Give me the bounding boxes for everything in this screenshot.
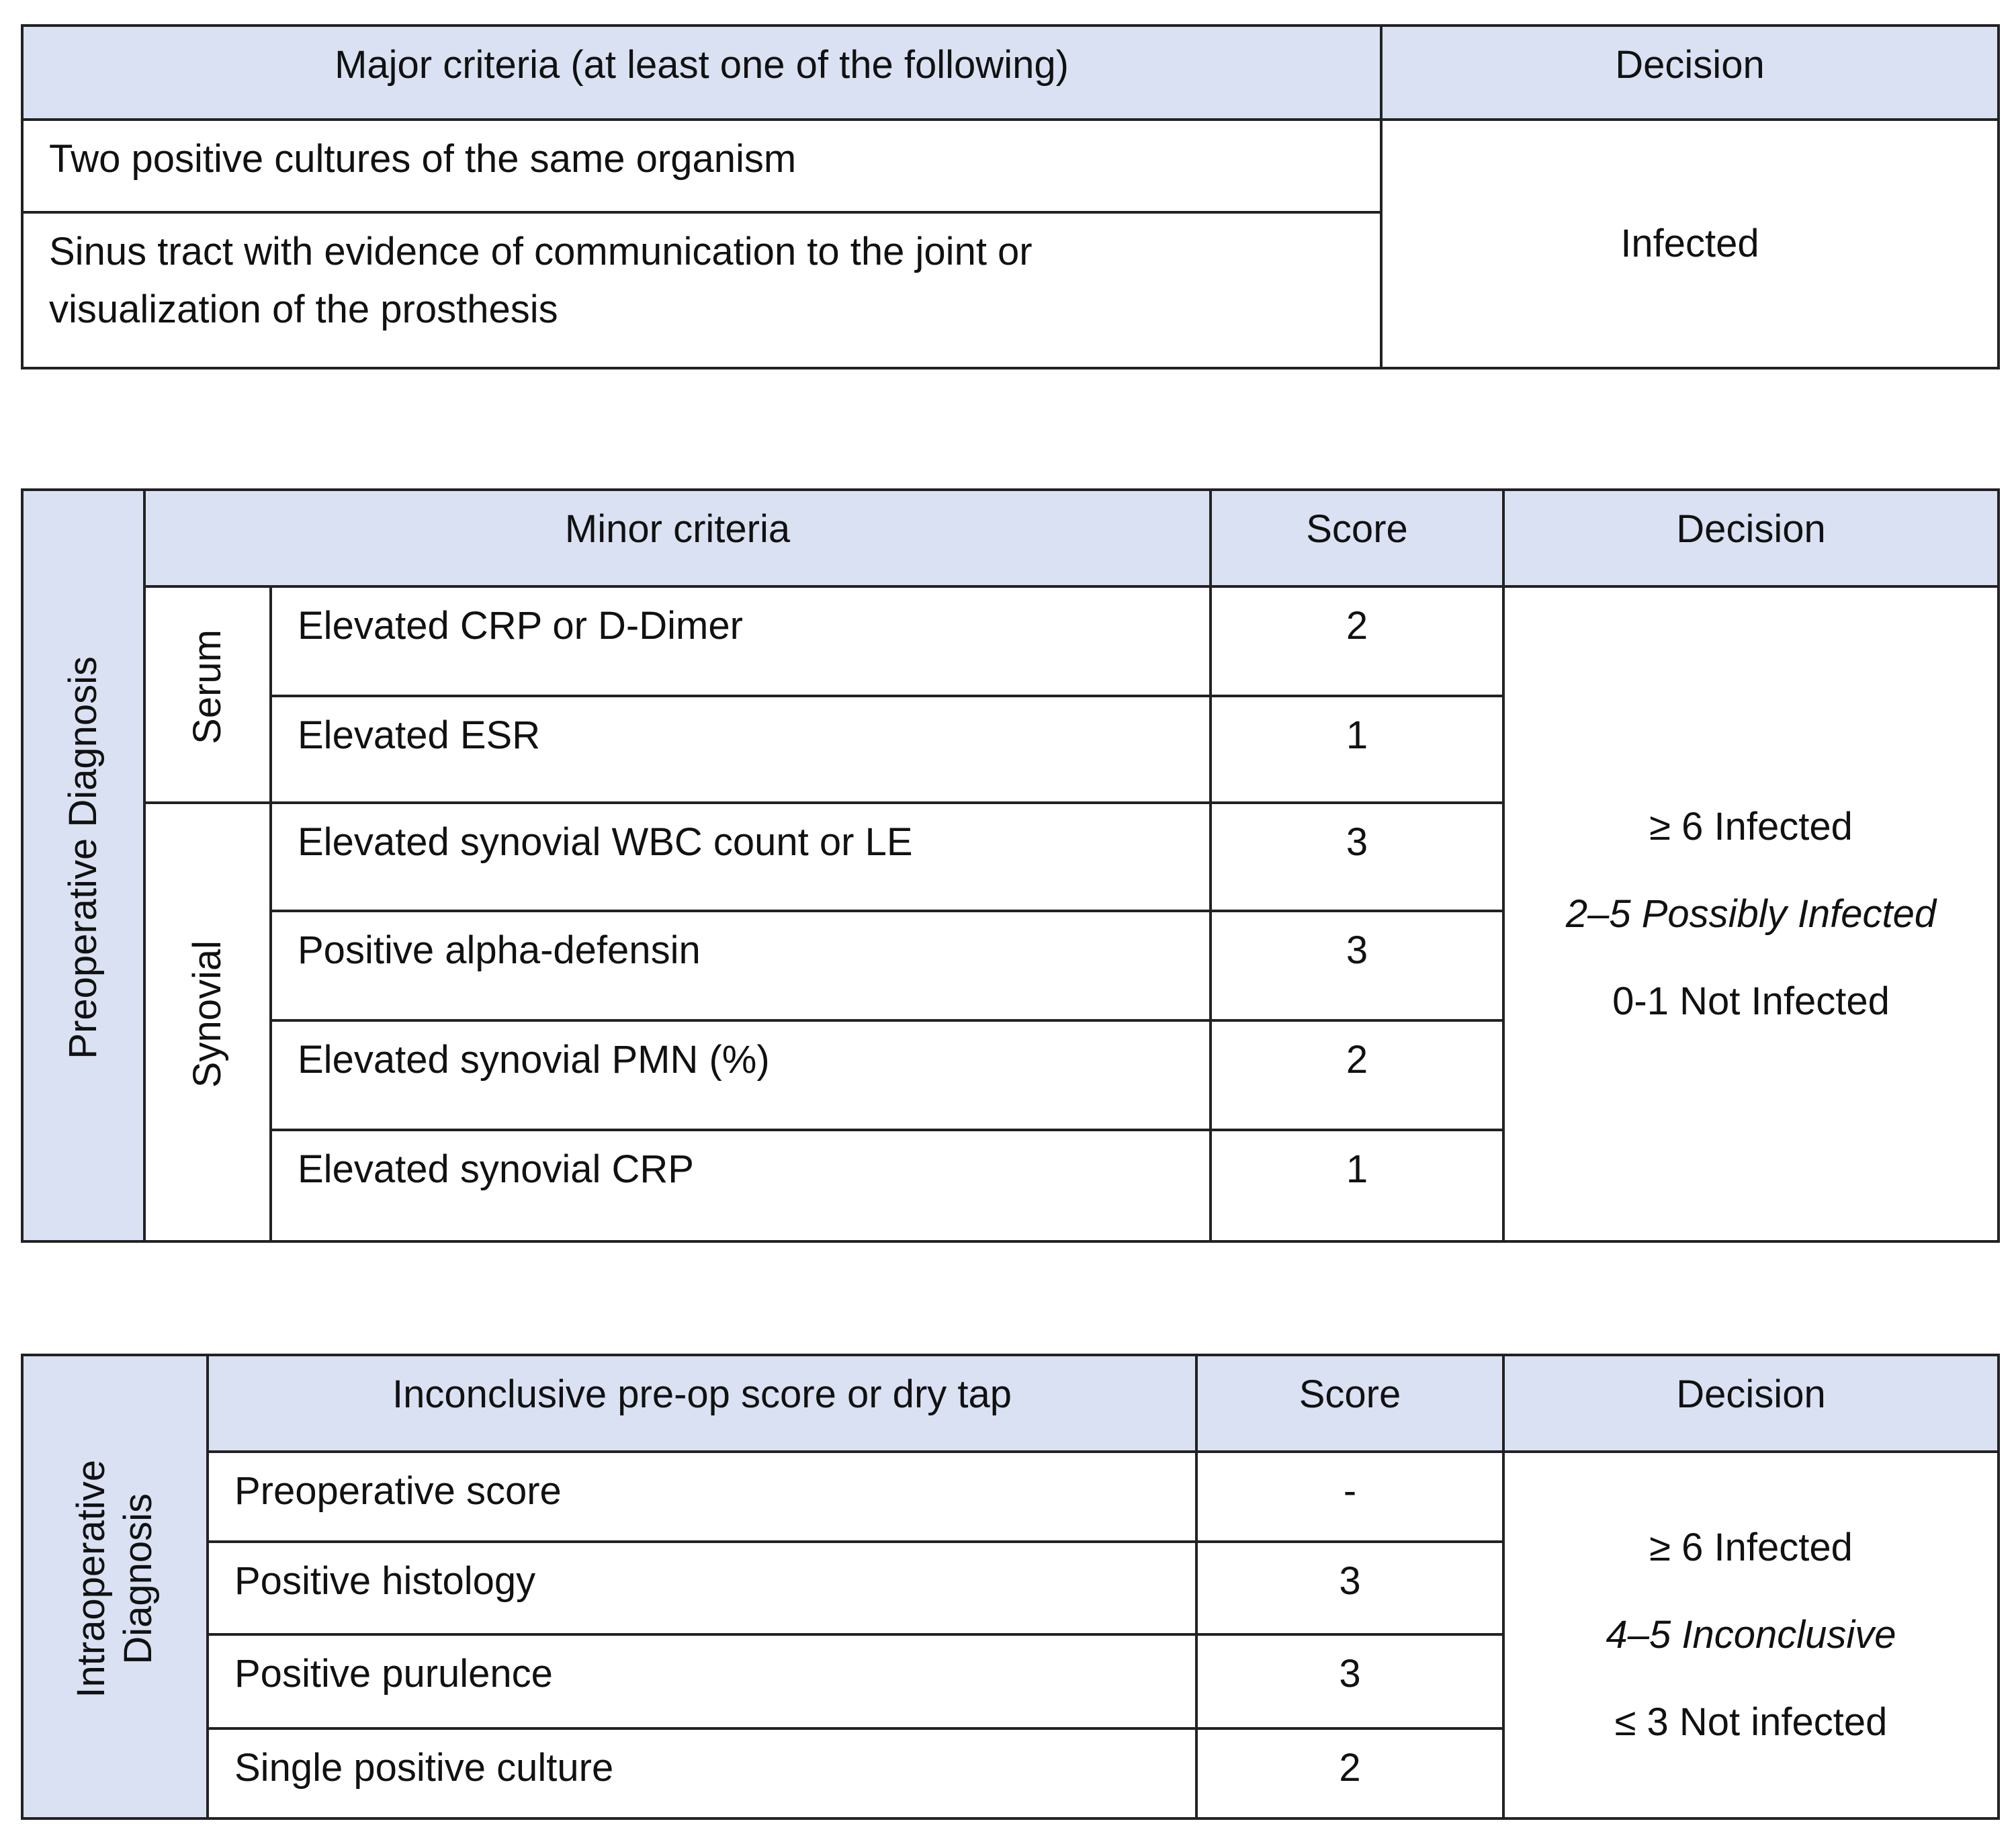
decision-infected: ≥ 6 Infected <box>1649 804 1853 848</box>
group-label-text: Preoperative Diagnosis <box>61 656 105 1059</box>
minor-decision <box>1503 586 1999 1241</box>
score: 2 <box>1196 1728 1503 1818</box>
score: - <box>1196 1452 1503 1542</box>
intraoperative-diagnosis-label <box>22 1355 208 1818</box>
group-label-text <box>68 1460 162 1698</box>
score-header: Score <box>1196 1355 1503 1452</box>
score: 3 <box>1196 1542 1503 1634</box>
decision-header: Decision <box>1381 26 1999 120</box>
decision-not-infected: ≤ 3 Not infected <box>1614 1700 1888 1744</box>
criterion: Elevated synovial PMN (%) <box>271 1020 1211 1130</box>
intraoperative-table <box>21 1354 2000 1820</box>
minor-criteria-table <box>21 488 2000 1243</box>
score: 3 <box>1211 911 1503 1020</box>
major-criteria-table <box>21 24 2000 369</box>
score: 1 <box>1211 1130 1503 1241</box>
decision-header: Decision <box>1503 1355 1999 1452</box>
serum-label-text: Serum <box>185 629 229 744</box>
criterion: Elevated synovial CRP <box>271 1130 1211 1241</box>
score: 1 <box>1211 696 1503 803</box>
criterion: Positive purulence <box>208 1634 1196 1728</box>
decision-infected: ≥ 6 Infected <box>1649 1526 1853 1569</box>
synovial-label-text: Synovial <box>185 940 229 1088</box>
score: 2 <box>1211 586 1503 696</box>
major-criterion: Two positive cultures of the same organism <box>22 120 1381 212</box>
criterion: Elevated ESR <box>271 696 1211 803</box>
major-criterion: Sinus tract with evidence of communication to the joint or visualization of the prosthesis <box>22 212 1381 368</box>
criterion: Preoperative score <box>208 1452 1196 1542</box>
intraop-criteria-header: Inconclusive pre-op score or dry tap <box>208 1355 1196 1452</box>
serum-label <box>144 586 271 803</box>
decision-not-infected: 0-1 Not Infected <box>1612 979 1890 1023</box>
score: 3 <box>1196 1634 1503 1728</box>
synovial-label <box>144 803 271 1241</box>
major-decision: Infected <box>1381 120 1999 368</box>
group-label-line1: Intraoperative <box>69 1459 113 1698</box>
criterion: Elevated CRP or D-Dimer <box>271 586 1211 696</box>
criterion: Single positive culture <box>208 1728 1196 1818</box>
decision-possibly-infected: 2–5 Possibly Infected <box>1565 891 1937 936</box>
score: 2 <box>1211 1020 1503 1130</box>
criterion: Positive alpha-defensin <box>271 911 1211 1020</box>
minor-criteria-header: Minor criteria <box>144 490 1211 586</box>
decision-header: Decision <box>1503 490 1999 586</box>
score: 3 <box>1211 803 1503 911</box>
decision-inconclusive: 4–5 Inconclusive <box>1606 1613 1896 1657</box>
criterion: Elevated synovial WBC count or LE <box>271 803 1211 911</box>
score-header: Score <box>1211 490 1503 586</box>
group-label-line2: Diagnosis <box>116 1493 160 1665</box>
criterion: Positive histology <box>208 1542 1196 1634</box>
preoperative-diagnosis-label <box>22 490 144 1241</box>
major-criteria-header: Major criteria (at least one of the following) <box>22 26 1381 120</box>
intraop-decision <box>1503 1452 1999 1818</box>
